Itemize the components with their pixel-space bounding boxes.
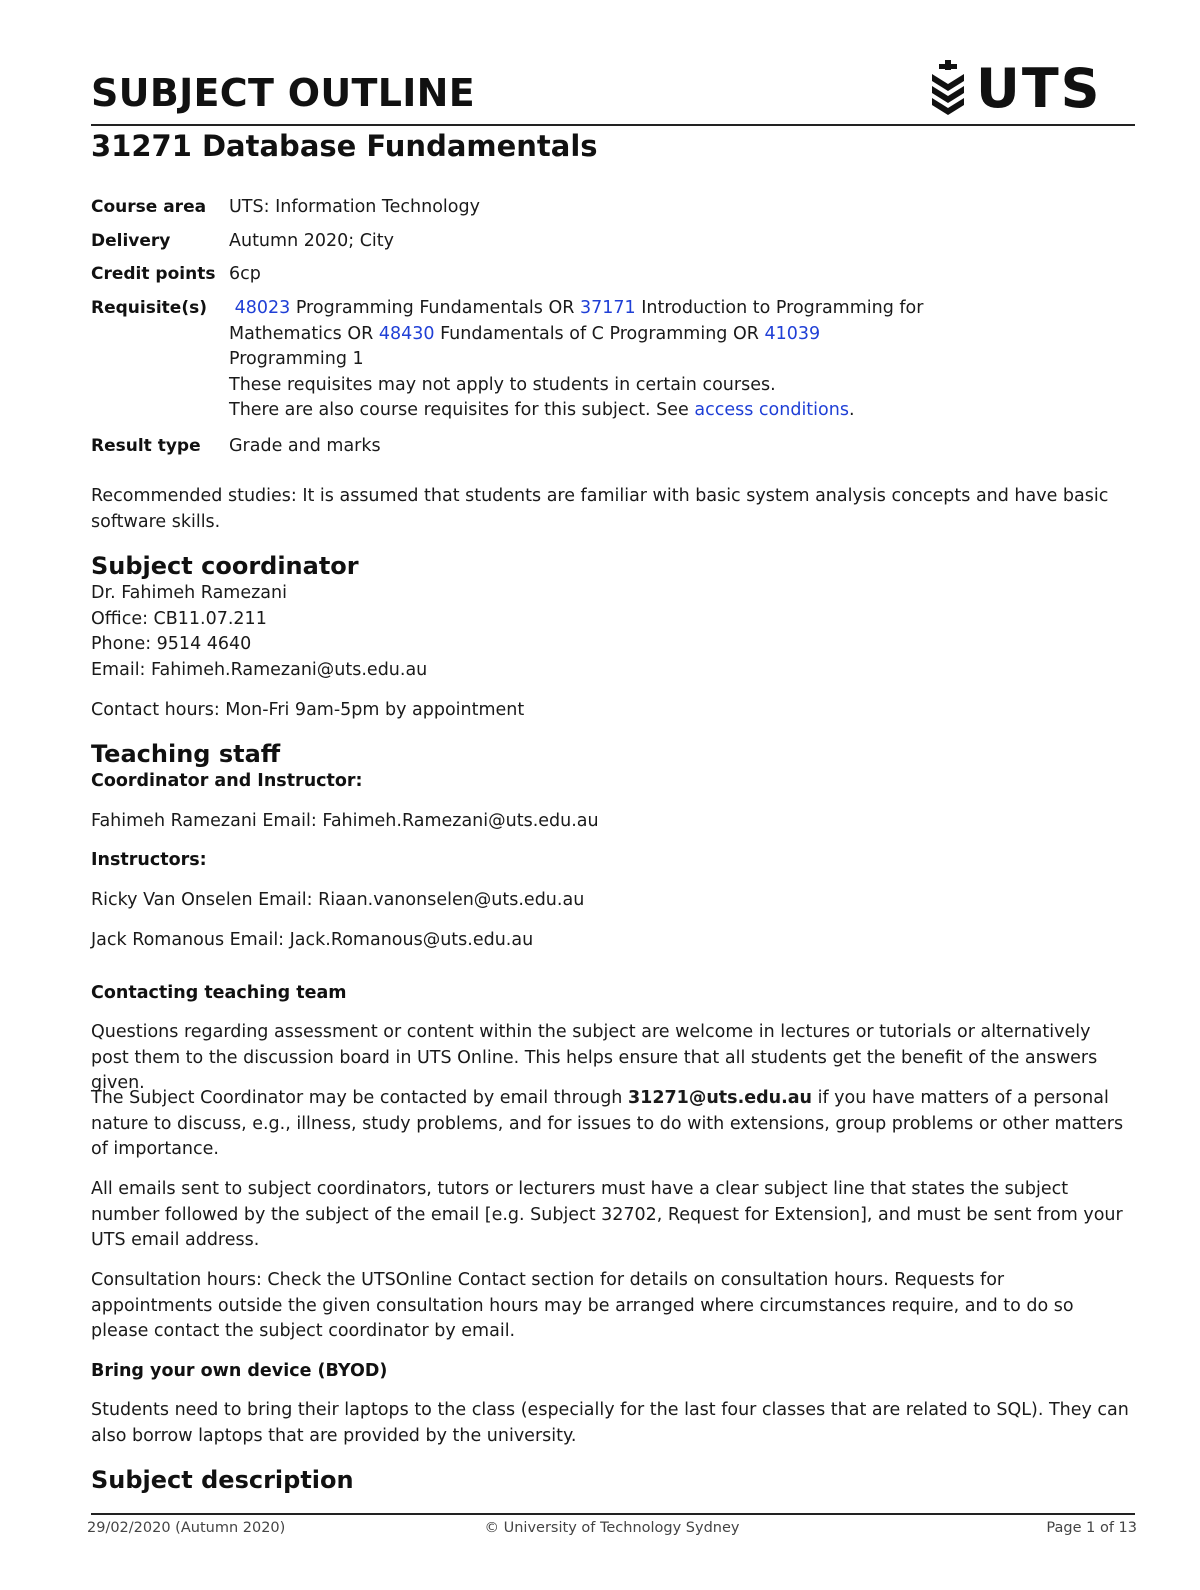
email-rules-paragraph: All emails sent to subject coordinators, tutors or lecturers must have a clear subject line that states the subject number followed by the subject of the email [e.g. Subject 32702, Request for Extension], and must be sent from your UTS email address.	[91, 1179, 1123, 1251]
teaching-staff-heading: Teaching staff	[91, 740, 281, 768]
contacting-teaching-team-heading: Contacting teaching team	[91, 983, 347, 1003]
meta-label: Course area	[91, 197, 207, 217]
consultation-hours-paragraph: Consultation hours: Check the UTSOnline Contact section for details on consultation hours. Requests for appointments outside the given consultation hours may be arranged where circumstances require, and to do so please contact the subject coordinator by email.	[91, 1270, 1074, 1342]
access-conditions-link[interactable]: access conditions	[694, 400, 849, 421]
paragraph-text: The Subject Coordinator may be contacted by email through	[91, 1088, 628, 1108]
instructor-line: Jack Romanous Email: Jack.Romanous@uts.edu.au	[91, 930, 534, 950]
document-title: SUBJECT OUTLINE	[91, 71, 476, 115]
footer-date: 29/02/2020 (Autumn 2020)	[87, 1520, 286, 1536]
meta-label: Credit points	[91, 264, 216, 284]
meta-row-requisites	[91, 296, 1131, 434]
meta-label: Delivery	[91, 231, 171, 251]
meta-row-delivery	[91, 229, 1131, 262]
subject-coordinator-heading: Subject coordinator	[91, 552, 359, 580]
uts-emblem-icon	[928, 60, 968, 118]
coordinator-instructor-line: Fahimeh Ramezani Email: Fahimeh.Ramezani@uts.edu.au	[91, 811, 599, 831]
meta-value: UTS: Information Technology	[229, 197, 480, 217]
requisite-link-41039[interactable]: 41039	[764, 323, 821, 344]
requisite-link-37171[interactable]: 37171	[579, 298, 636, 318]
coordinator-phone: Phone: 9514 4640	[91, 634, 252, 655]
requisite-text: Programming 1	[229, 349, 364, 370]
meta-value: 6cp	[229, 264, 261, 284]
byod-heading: Bring your own device (BYOD)	[91, 1361, 388, 1381]
requisite-link-48430[interactable]: 48430	[378, 323, 435, 344]
requisite-link-48023[interactable]: 48023	[234, 298, 291, 318]
byod-paragraph: Students need to bring their laptops to the class (especially for the last four classes that are related to SQL). They can also borrow laptops that are provided by the university.	[91, 1400, 1129, 1446]
subject-email: 31271@uts.edu.au	[627, 1088, 813, 1108]
requisite-text: Programming Fundamentals OR	[290, 298, 580, 318]
requisites-value	[229, 296, 1131, 434]
paragraph-text: if you have matters of a personal nature to discuss, e.g., illness, study problems, and for issues to do with extensions, group problems or other matters of importance.	[91, 1088, 1124, 1160]
requisite-note: There are also course requisites for this subject. See	[229, 400, 695, 421]
subject-meta-table	[91, 195, 1131, 460]
instructor-line: Ricky Van Onselen Email: Riaan.vanonselen@uts.edu.au	[91, 890, 585, 910]
requisite-note: These requisites may not apply to students in certain courses.	[229, 374, 776, 395]
document-header	[91, 57, 1135, 124]
meta-row-result-type	[91, 434, 1131, 460]
footer-page-number: Page 1 of 13	[1046, 1520, 1137, 1536]
meta-label: Requisite(s)	[91, 298, 207, 318]
requisite-text: Introduction to Programming for	[635, 298, 924, 318]
requisite-text: Mathematics OR	[229, 323, 379, 344]
meta-value: Autumn 2020; City	[229, 231, 395, 251]
contacting-paragraph: Questions regarding assessment or content within the subject are welcome in lectures or tutorials or alternatively post them to the discussion board in UTS Online. This helps ensure that all students get the benefit of the answers given.	[91, 1022, 1098, 1094]
footer-rule	[91, 1513, 1135, 1515]
recommended-studies: Recommended studies: It is assumed that students are familiar with basic system analysis concepts and have basic software skills.	[91, 486, 1109, 532]
coordinator-email: Email: Fahimeh.Ramezani@uts.edu.au	[91, 659, 428, 680]
contact-hours: Contact hours: Mon-Fri 9am-5pm by appointment	[91, 700, 525, 720]
meta-row-course-area	[91, 195, 1131, 229]
footer-copyright: © University of Technology Sydney	[484, 1520, 740, 1536]
subject-description-heading: Subject description	[91, 1466, 354, 1494]
coordinator-name: Dr. Fahimeh Ramezani	[91, 583, 287, 603]
coordinator-office: Office: CB11.07.211	[91, 608, 267, 629]
uts-logo	[928, 57, 1102, 120]
header-rule	[91, 124, 1135, 126]
contacting-email-paragraph	[91, 1086, 1131, 1163]
uts-logo-text: UTS	[976, 57, 1102, 120]
requisite-text: Fundamentals of C Programming OR	[434, 323, 765, 344]
coordinator-details	[91, 581, 1131, 683]
subject-title: 31271 Database Fundamentals	[91, 129, 598, 163]
coordinator-instructor-heading: Coordinator and Instructor:	[91, 771, 363, 791]
instructors-heading: Instructors:	[91, 850, 207, 870]
requisite-text: .	[848, 400, 855, 421]
meta-value: Grade and marks	[229, 436, 381, 456]
meta-row-credit-points	[91, 262, 1131, 296]
meta-label: Result type	[91, 436, 201, 456]
